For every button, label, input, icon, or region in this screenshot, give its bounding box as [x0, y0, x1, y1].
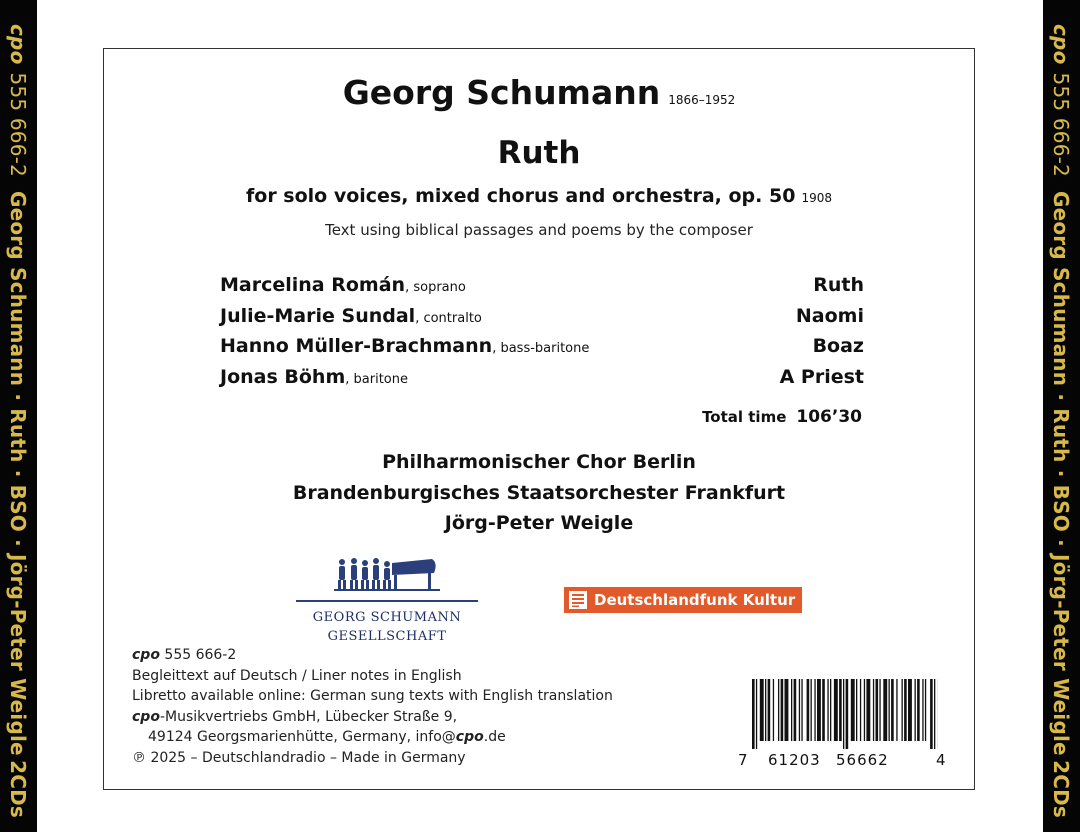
brand-logo: cpo: [132, 647, 160, 663]
barcode-bar: [827, 679, 828, 741]
catalog-line: [132, 645, 613, 666]
liner-notes-line: Begleittext auf Deutsch / Liner notes in English: [132, 667, 462, 684]
total-time-value: 106’30: [796, 407, 862, 427]
barcode-bar: [908, 679, 912, 741]
barcode-bar: [773, 679, 774, 741]
singer-voice: , soprano: [405, 280, 466, 295]
barcode-bar: [846, 679, 849, 749]
address-domain: .de: [483, 729, 506, 745]
barcode-bar: [778, 679, 779, 741]
cast-row: [220, 366, 864, 397]
left-spine-text: [0, 0, 37, 832]
composer-name: Georg Schumann: [342, 73, 661, 112]
total-time: [702, 407, 862, 427]
barcode-bar: [917, 679, 920, 741]
musicians-piano-icon: [334, 555, 440, 595]
barcode-bar: [765, 679, 766, 741]
gesellschaft-line2: GESELLSCHAFT: [327, 629, 447, 644]
composer-years: 1866–1952: [668, 93, 736, 107]
barcode-bar: [922, 679, 923, 741]
barcode-bar: [889, 679, 890, 741]
barcode-first-digit: 7: [738, 751, 748, 769]
performer-orchestra: Brandenburgisches Staatsorchester Frankfurt: [292, 481, 786, 504]
spine-catalog: 555 666-2: [6, 72, 31, 177]
text-note: Text using biblical passages and poems by the composer: [325, 221, 753, 239]
singer-role: Boaz: [812, 335, 864, 357]
performers-list: [104, 447, 974, 539]
cast-row: [220, 305, 864, 336]
barcode-bar: [866, 679, 870, 741]
composer-heading: [104, 73, 974, 112]
singer-name: Julie-Marie Sundal: [220, 304, 416, 327]
singer-role: A Priest: [779, 365, 864, 388]
barcode-bar: [822, 679, 825, 741]
barcode-bar: [814, 679, 815, 741]
barcode-bar: [864, 679, 865, 741]
libretto-line: Libretto available online: German sung texts with English translation: [132, 688, 613, 704]
spine-discs: 2CDs: [6, 760, 31, 818]
gesellschaft-rule: [296, 600, 478, 602]
barcode-bar: [843, 679, 844, 749]
barcode-bar: [811, 679, 812, 741]
barcode-bar: [860, 679, 861, 741]
info-block: [132, 645, 613, 768]
barcode-group-2: 56662: [836, 751, 889, 769]
right-spine-text: [1043, 0, 1080, 832]
barcode-bar: [915, 679, 916, 741]
cast-list: [220, 274, 864, 396]
barcode-bars: [752, 679, 938, 749]
performer-conductor: Jörg-Peter Weigle: [444, 512, 634, 534]
brand-logo: cpo: [132, 708, 160, 725]
gesellschaft-line1: GEORG SCHUMANN: [312, 610, 462, 625]
work-title: Ruth: [497, 135, 581, 171]
barcode-bar: [883, 679, 887, 741]
singer-name: Jonas Böhm: [220, 365, 346, 388]
barcode-bar: [896, 679, 897, 741]
barcode-bar: [785, 679, 789, 741]
work-subtitle: for solo voices, mixed chorus and orchestra, op. 50: [246, 185, 796, 207]
barcode-bar: [851, 679, 855, 741]
left-spine: [0, 0, 37, 832]
spine-title: Georg Schumann · Ruth · BSO · Jörg-Peter Weigle: [1049, 190, 1074, 756]
spine-title: Georg Schumann · Ruth · BSO · Jörg-Peter Weigle: [6, 190, 31, 756]
barcode-bar: [768, 679, 771, 741]
singer-voice: , baritone: [345, 371, 408, 387]
barcode-bar: [794, 679, 797, 741]
work-year: 1908: [801, 191, 832, 205]
barcode-bar: [817, 679, 821, 741]
barcode-group-1: 61203: [768, 751, 821, 769]
barcode-bar: [834, 679, 838, 741]
copyright-line: ℗ 2025 – Deutschlandradio – Made in Germany: [132, 749, 466, 766]
singer-name: Hanno Müller-Brachmann: [220, 335, 493, 357]
barcode-bar: [801, 679, 802, 741]
deutschlandfunk-logo: [564, 587, 802, 613]
barcode: [738, 679, 952, 775]
barcode-bar: [891, 679, 894, 741]
spine-catalog: 555 666-2: [1049, 72, 1074, 177]
right-spine: [1043, 0, 1080, 832]
company-line: [132, 707, 613, 728]
company-name: -Musikvertriebs GmbH, Lübecker Straße 9,: [159, 708, 458, 725]
barcode-bar: [925, 679, 926, 741]
singer-voice: , contralto: [415, 310, 482, 326]
barcode-bar: [756, 679, 757, 749]
barcode-bar: [876, 679, 879, 741]
barcode-bar: [807, 679, 810, 741]
barcode-bar: [752, 679, 755, 749]
spine-brand: cpo: [1049, 24, 1074, 65]
catalog-number: 555 666-2: [164, 647, 237, 663]
singer-role: Naomi: [795, 304, 864, 327]
barcode-bar: [781, 679, 784, 741]
barcode-bar: [799, 679, 800, 741]
barcode-bar: [856, 679, 857, 741]
barcode-bar: [934, 679, 935, 749]
cast-row: [220, 274, 864, 305]
singer-role: Ruth: [813, 274, 864, 296]
barcode-bar: [791, 679, 792, 741]
total-time-label: Total time: [702, 408, 787, 426]
spine-brand: cpo: [6, 24, 31, 65]
address-line: [132, 727, 613, 748]
barcode-bar: [830, 679, 831, 741]
barcode-bar: [760, 679, 764, 741]
singer-name: Marcelina Román: [220, 274, 406, 296]
partner-name: Deutschlandfunk Kultur: [594, 591, 796, 609]
brand-logo: cpo: [455, 729, 484, 745]
spine-discs: 2CDs: [1049, 760, 1074, 818]
address-text: 49124 Georgsmarienhütte, Germany, info@: [148, 729, 456, 745]
barcode-bar: [930, 679, 933, 749]
barcode-last-digit: 4: [936, 751, 946, 769]
back-cover-card: [103, 48, 975, 790]
barcode-bar: [902, 679, 903, 741]
performer-chorus: Philharmonischer Chor Berlin: [382, 451, 696, 473]
work-subtitle-line: [104, 185, 974, 207]
gesellschaft-logo: [296, 555, 478, 649]
barcode-bar: [879, 679, 880, 741]
radio-lines-icon: [568, 590, 588, 610]
barcode-bar: [873, 679, 874, 741]
barcode-bar: [839, 679, 842, 741]
cast-row: [220, 335, 864, 366]
barcode-bar: [904, 679, 907, 741]
singer-voice: , bass-baritone: [492, 341, 590, 356]
